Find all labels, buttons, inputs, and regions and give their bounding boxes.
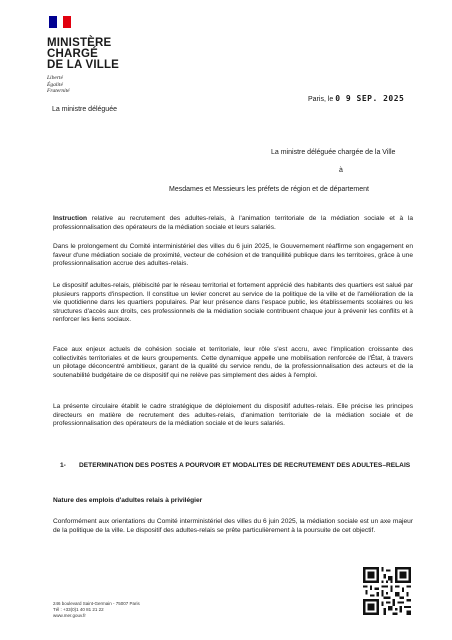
letter-date: Paris, le 0 9 SEP. 2025 <box>308 94 405 103</box>
addressee-line: Mesdames et Messieurs les préfets de région et de département <box>169 186 369 193</box>
paragraph-2: Le dispositif adultes-relais, plébiscité par le réseau territorial et fortement apprécié des habitants des quartiers est salué par plusieurs rapports d'inspection. Il constitue un levier concret au service de la politique de la ville et de l'amélioration de la vie quotidienne dans les quartiers populaires. Par leur présence dans l'espace public, les établissements scolaires ou les structures d'accès aux droits, ces professionnels de la médiation sociale contribuent chaque jour à prévenir les conflits et à renforcer les liens sociaux. <box>53 282 413 324</box>
ministry-name: MINISTÈRE CHARGÉ DE LA VILLE <box>47 37 120 71</box>
marianne-flag-icon <box>49 14 71 30</box>
paragraph-5: Conformément aux orientations du Comité interministériel des villes du 6 juin 2025, la médiation sociale est un axe majeur de la politique de la ville. Le dispositif des adultes-relais se prête particulièrement à la poursuite de cet objectif. <box>53 518 413 534</box>
paragraph-4: La présente circulaire établit le cadre stratégique de déploiement du dispositif adultes-relais. Elle précise les principes directeurs en matière de recrutement des adultes-relais, d'animation territoriale de la médiation sociale et de professionnalisation des opérateurs de la médiation sociale et de leurs salariés. <box>53 403 413 428</box>
republic-motto: Liberté Égalité Fraternité <box>47 75 70 94</box>
subsection-heading: Nature des emplois d'adultes relais à privilégier <box>53 497 203 504</box>
ministry-logo <box>47 14 137 95</box>
footer-contact <box>53 601 140 619</box>
date-stamp: 0 9 SEP. 2025 <box>335 94 405 103</box>
paragraph-3: Face aux enjeux actuels de cohésion sociale et territoriale, leur rôle s'est accru, avec l'implication croissante des collectivités territoriales et de leurs groupements. Cette dynamique appelle une mobilisation renforcée de l'État, à travers un pilotage déconcentré ambitieux, garant de la qualité du service rendu, de la professionnalisation des acteurs et de la soutenabilité budgétaire de ce dispositif qui ne relève pas simplement des aides à l'emploi. <box>53 346 413 379</box>
sender-title: La ministre déléguée <box>52 106 117 113</box>
from-line: La ministre déléguée chargée de la Ville <box>271 149 396 156</box>
footer-website[interactable]: www.mer.gouv.fr <box>53 613 86 618</box>
section-heading: 1- DETERMINATION DES POSTES A POURVOIR ET MODALITES DE RECRUTEMENT DES ADULTES–RELAIS <box>60 462 411 469</box>
footer-address: 246 boulevard Saint-Germain - 75007 Paris <box>53 601 140 606</box>
instruction-paragraph: Instruction relative au recrutement des adultes-relais, à l'animation territoriale de la médiation sociale et à la professionnalisation des opérateurs de la médiation sociale et leurs salariés. <box>53 215 413 231</box>
to-connector: à <box>339 167 343 174</box>
paragraph-1: Dans le prolongement du Comité interministériel des villes du 6 juin 2025, le Gouvernement réaffirme son engagement en faveur d'une médiation sociale de proximité, vecteur de cohésion et de tranquillité publique dans les territoires, grâce à une professionnalisation accrue des adultes-relais. <box>53 243 413 268</box>
footer-phone: Tél : +33(0)1 40 81 21 22 <box>53 607 104 612</box>
qr-code-icon <box>363 567 411 615</box>
